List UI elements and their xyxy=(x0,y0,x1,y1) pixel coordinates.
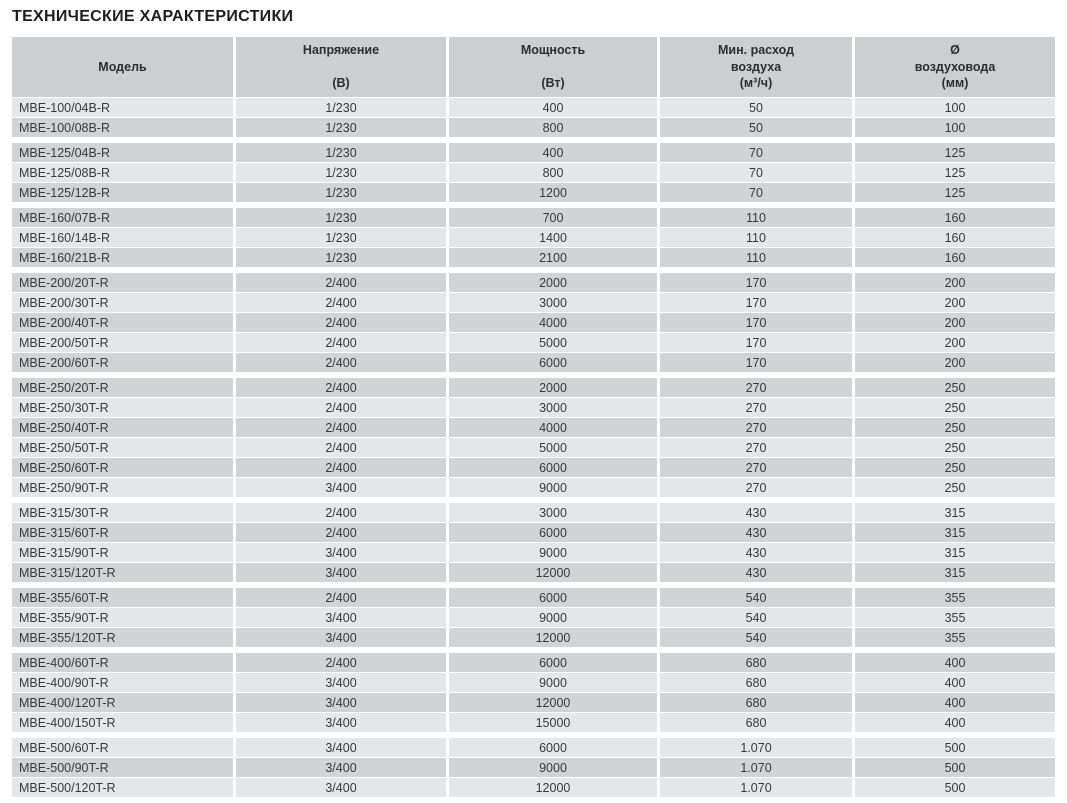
cell-power: 800 xyxy=(449,163,657,182)
table-row xyxy=(12,523,1055,542)
cell-power: 15000 xyxy=(449,713,657,732)
cell-airflow: 170 xyxy=(660,333,852,352)
cell-diameter: 500 xyxy=(855,738,1055,757)
model-group xyxy=(12,273,1055,372)
cell-airflow: 50 xyxy=(660,98,852,117)
cell-model: MBE-100/08B-R xyxy=(12,118,233,137)
cell-diameter: 250 xyxy=(855,378,1055,397)
cell-airflow: 70 xyxy=(660,143,852,162)
cell-power: 12000 xyxy=(449,628,657,647)
cell-diameter: 125 xyxy=(855,143,1055,162)
cell-model: MBE-500/60T-R xyxy=(12,738,233,757)
cell-voltage: 2/400 xyxy=(236,653,446,672)
cell-model: MBE-160/21B-R xyxy=(12,248,233,267)
cell-airflow: 70 xyxy=(660,163,852,182)
table-row xyxy=(12,248,1055,267)
cell-voltage: 1/230 xyxy=(236,228,446,247)
cell-diameter: 125 xyxy=(855,183,1055,202)
table-row xyxy=(12,778,1055,797)
table-row xyxy=(12,563,1055,582)
cell-voltage: 3/400 xyxy=(236,713,446,732)
table-row xyxy=(12,98,1055,117)
cell-voltage: 3/400 xyxy=(236,563,446,582)
cell-airflow: 170 xyxy=(660,353,852,372)
cell-voltage: 3/400 xyxy=(236,738,446,757)
cell-power: 2000 xyxy=(449,273,657,292)
cell-power: 6000 xyxy=(449,588,657,607)
table-row xyxy=(12,163,1055,182)
spec-table xyxy=(12,37,1055,797)
cell-power: 400 xyxy=(449,98,657,117)
table-row xyxy=(12,713,1055,732)
cell-model: MBE-400/60T-R xyxy=(12,653,233,672)
cell-model: MBE-100/04B-R xyxy=(12,98,233,117)
cell-diameter: 100 xyxy=(855,118,1055,137)
cell-power: 9000 xyxy=(449,758,657,777)
table-row xyxy=(12,143,1055,162)
cell-voltage: 1/230 xyxy=(236,163,446,182)
cell-voltage: 3/400 xyxy=(236,673,446,692)
cell-voltage: 2/400 xyxy=(236,353,446,372)
model-group xyxy=(12,143,1055,202)
cell-voltage: 2/400 xyxy=(236,333,446,352)
cell-power: 6000 xyxy=(449,738,657,757)
cell-model: MBE-315/90T-R xyxy=(12,543,233,562)
cell-airflow: 270 xyxy=(660,398,852,417)
cell-model: MBE-315/60T-R xyxy=(12,523,233,542)
cell-power: 3000 xyxy=(449,398,657,417)
column-header-line: Мощность xyxy=(520,43,586,57)
table-row xyxy=(12,543,1055,562)
cell-voltage: 3/400 xyxy=(236,543,446,562)
cell-diameter: 400 xyxy=(855,693,1055,712)
cell-model: MBE-200/50T-R xyxy=(12,333,233,352)
model-group xyxy=(12,208,1055,267)
cell-model: MBE-125/04B-R xyxy=(12,143,233,162)
cell-diameter: 400 xyxy=(855,653,1055,672)
cell-power: 800 xyxy=(449,118,657,137)
model-group xyxy=(12,378,1055,497)
cell-voltage: 1/230 xyxy=(236,183,446,202)
cell-model: MBE-250/60T-R xyxy=(12,458,233,477)
table-row xyxy=(12,313,1055,332)
cell-voltage: 1/230 xyxy=(236,118,446,137)
cell-model: MBE-500/120T-R xyxy=(12,778,233,797)
cell-power: 400 xyxy=(449,143,657,162)
cell-model: MBE-400/150T-R xyxy=(12,713,233,732)
cell-voltage: 1/230 xyxy=(236,98,446,117)
table-row xyxy=(12,458,1055,477)
cell-voltage: 2/400 xyxy=(236,503,446,522)
cell-power: 1200 xyxy=(449,183,657,202)
table-header-row xyxy=(12,37,1055,97)
cell-voltage: 2/400 xyxy=(236,293,446,312)
cell-power: 9000 xyxy=(449,478,657,497)
cell-diameter: 500 xyxy=(855,758,1055,777)
cell-airflow: 540 xyxy=(660,588,852,607)
cell-model: MBE-200/40T-R xyxy=(12,313,233,332)
cell-model: MBE-125/08B-R xyxy=(12,163,233,182)
column-header-unit: (В) xyxy=(332,76,350,90)
cell-diameter: 160 xyxy=(855,228,1055,247)
cell-airflow: 680 xyxy=(660,653,852,672)
cell-airflow: 50 xyxy=(660,118,852,137)
cell-power: 12000 xyxy=(449,693,657,712)
cell-diameter: 250 xyxy=(855,478,1055,497)
cell-voltage: 2/400 xyxy=(236,523,446,542)
cell-diameter: 200 xyxy=(855,273,1055,292)
cell-airflow: 1.070 xyxy=(660,778,852,797)
cell-model: MBE-200/30T-R xyxy=(12,293,233,312)
cell-airflow: 430 xyxy=(660,563,852,582)
table-row xyxy=(12,438,1055,457)
cell-diameter: 125 xyxy=(855,163,1055,182)
cell-airflow: 170 xyxy=(660,293,852,312)
cell-model: MBE-200/20T-R xyxy=(12,273,233,292)
table-row xyxy=(12,758,1055,777)
cell-voltage: 2/400 xyxy=(236,438,446,457)
column-header-diameter xyxy=(855,37,1055,97)
cell-airflow: 270 xyxy=(660,378,852,397)
table-row xyxy=(12,418,1055,437)
cell-power: 5000 xyxy=(449,438,657,457)
cell-model: MBE-250/50T-R xyxy=(12,438,233,457)
cell-diameter: 100 xyxy=(855,98,1055,117)
cell-airflow: 540 xyxy=(660,608,852,627)
cell-airflow: 270 xyxy=(660,478,852,497)
cell-power: 12000 xyxy=(449,563,657,582)
cell-power: 2000 xyxy=(449,378,657,397)
cell-voltage: 2/400 xyxy=(236,378,446,397)
cell-model: MBE-500/90T-R xyxy=(12,758,233,777)
table-row xyxy=(12,293,1055,312)
column-header-line: Ø xyxy=(950,43,960,57)
cell-power: 12000 xyxy=(449,778,657,797)
cell-diameter: 250 xyxy=(855,458,1055,477)
cell-voltage: 2/400 xyxy=(236,588,446,607)
table-row xyxy=(12,628,1055,647)
cell-voltage: 1/230 xyxy=(236,208,446,227)
cell-power: 2100 xyxy=(449,248,657,267)
cell-diameter: 315 xyxy=(855,543,1055,562)
table-row xyxy=(12,333,1055,352)
table-row xyxy=(12,183,1055,202)
model-group xyxy=(12,738,1055,797)
cell-power: 3000 xyxy=(449,293,657,312)
cell-diameter: 200 xyxy=(855,313,1055,332)
cell-airflow: 680 xyxy=(660,713,852,732)
cell-diameter: 400 xyxy=(855,713,1055,732)
cell-model: MBE-315/120T-R xyxy=(12,563,233,582)
cell-power: 3000 xyxy=(449,503,657,522)
cell-power: 9000 xyxy=(449,673,657,692)
model-group xyxy=(12,98,1055,137)
cell-power: 6000 xyxy=(449,653,657,672)
column-header-unit: (м³/ч) xyxy=(739,76,773,90)
cell-airflow: 110 xyxy=(660,208,852,227)
column-header-unit: (мм) xyxy=(941,76,969,90)
cell-airflow: 110 xyxy=(660,248,852,267)
cell-diameter: 315 xyxy=(855,563,1055,582)
table-row xyxy=(12,738,1055,757)
model-group xyxy=(12,588,1055,647)
model-group xyxy=(12,503,1055,582)
cell-voltage: 1/230 xyxy=(236,248,446,267)
table-body xyxy=(12,98,1055,797)
cell-voltage: 3/400 xyxy=(236,478,446,497)
table-row xyxy=(12,608,1055,627)
cell-airflow: 270 xyxy=(660,458,852,477)
cell-model: MBE-250/20T-R xyxy=(12,378,233,397)
column-header-voltage xyxy=(236,37,446,97)
cell-diameter: 160 xyxy=(855,248,1055,267)
column-header-line: Модель xyxy=(98,59,147,74)
cell-diameter: 500 xyxy=(855,778,1055,797)
column-header-unit: (Вт) xyxy=(541,76,565,90)
column-header-line: Мин. расход xyxy=(717,43,794,57)
cell-voltage: 1/230 xyxy=(236,143,446,162)
cell-diameter: 200 xyxy=(855,293,1055,312)
cell-model: MBE-250/90T-R xyxy=(12,478,233,497)
cell-airflow: 70 xyxy=(660,183,852,202)
cell-diameter: 355 xyxy=(855,608,1055,627)
cell-diameter: 200 xyxy=(855,353,1055,372)
cell-voltage: 3/400 xyxy=(236,628,446,647)
cell-diameter: 200 xyxy=(855,333,1055,352)
cell-power: 4000 xyxy=(449,418,657,437)
column-header-airflow xyxy=(660,37,852,97)
cell-power: 700 xyxy=(449,208,657,227)
cell-voltage: 2/400 xyxy=(236,458,446,477)
table-row xyxy=(12,118,1055,137)
table-row xyxy=(12,478,1055,497)
cell-model: MBE-160/14B-R xyxy=(12,228,233,247)
cell-airflow: 540 xyxy=(660,628,852,647)
cell-diameter: 250 xyxy=(855,438,1055,457)
cell-voltage: 3/400 xyxy=(236,758,446,777)
cell-model: MBE-355/90T-R xyxy=(12,608,233,627)
cell-airflow: 270 xyxy=(660,418,852,437)
cell-voltage: 2/400 xyxy=(236,418,446,437)
cell-diameter: 250 xyxy=(855,418,1055,437)
column-header-line: воздуха xyxy=(730,59,782,74)
cell-diameter: 315 xyxy=(855,523,1055,542)
page-title: ТЕХНИЧЕСКИЕ ХАРАКТЕРИСТИКИ xyxy=(12,8,294,25)
table-row xyxy=(12,588,1055,607)
cell-airflow: 1.070 xyxy=(660,758,852,777)
cell-airflow: 270 xyxy=(660,438,852,457)
table-row xyxy=(12,693,1055,712)
cell-airflow: 110 xyxy=(660,228,852,247)
table-row xyxy=(12,378,1055,397)
cell-airflow: 430 xyxy=(660,503,852,522)
cell-model: MBE-250/30T-R xyxy=(12,398,233,417)
cell-power: 6000 xyxy=(449,523,657,542)
cell-model: MBE-400/90T-R xyxy=(12,673,233,692)
cell-voltage: 2/400 xyxy=(236,273,446,292)
table-row xyxy=(12,503,1055,522)
column-header-line: воздуховода xyxy=(914,59,996,74)
cell-airflow: 680 xyxy=(660,693,852,712)
cell-airflow: 170 xyxy=(660,313,852,332)
cell-power: 1400 xyxy=(449,228,657,247)
table-row xyxy=(12,208,1055,227)
cell-power: 9000 xyxy=(449,543,657,562)
cell-diameter: 250 xyxy=(855,398,1055,417)
cell-airflow: 170 xyxy=(660,273,852,292)
cell-diameter: 160 xyxy=(855,208,1055,227)
cell-voltage: 3/400 xyxy=(236,693,446,712)
cell-power: 9000 xyxy=(449,608,657,627)
cell-model: MBE-400/120T-R xyxy=(12,693,233,712)
cell-model: MBE-355/60T-R xyxy=(12,588,233,607)
table-row xyxy=(12,653,1055,672)
cell-voltage: 2/400 xyxy=(236,313,446,332)
model-group xyxy=(12,653,1055,732)
cell-model: MBE-200/60T-R xyxy=(12,353,233,372)
table-row xyxy=(12,273,1055,292)
cell-diameter: 355 xyxy=(855,588,1055,607)
cell-airflow: 1.070 xyxy=(660,738,852,757)
column-header-power xyxy=(449,37,657,97)
cell-airflow: 430 xyxy=(660,523,852,542)
cell-voltage: 3/400 xyxy=(236,608,446,627)
cell-model: MBE-315/30T-R xyxy=(12,503,233,522)
table-row xyxy=(12,398,1055,417)
cell-power: 6000 xyxy=(449,353,657,372)
column-header-line: Напряжение xyxy=(302,43,380,57)
cell-power: 4000 xyxy=(449,313,657,332)
column-header-model xyxy=(12,37,233,97)
cell-airflow: 680 xyxy=(660,673,852,692)
cell-diameter: 315 xyxy=(855,503,1055,522)
table-row xyxy=(12,673,1055,692)
cell-model: MBE-250/40T-R xyxy=(12,418,233,437)
cell-diameter: 400 xyxy=(855,673,1055,692)
cell-model: MBE-160/07B-R xyxy=(12,208,233,227)
cell-power: 5000 xyxy=(449,333,657,352)
cell-model: MBE-355/120T-R xyxy=(12,628,233,647)
cell-voltage: 3/400 xyxy=(236,778,446,797)
cell-airflow: 430 xyxy=(660,543,852,562)
table-row xyxy=(12,228,1055,247)
cell-power: 6000 xyxy=(449,458,657,477)
cell-model: MBE-125/12B-R xyxy=(12,183,233,202)
cell-diameter: 355 xyxy=(855,628,1055,647)
cell-voltage: 2/400 xyxy=(236,398,446,417)
table-row xyxy=(12,353,1055,372)
